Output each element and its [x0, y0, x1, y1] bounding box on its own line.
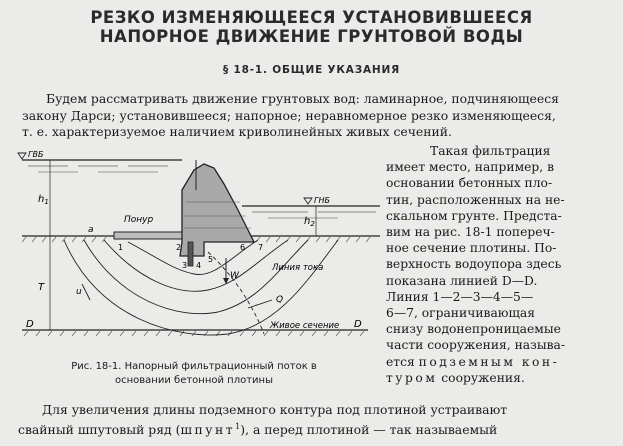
right-line: ное сечение плотины. По- — [386, 241, 557, 256]
chapter-title-line2: НАПОРНОЕ ДВИЖЕНИЕ ГРУНТОВОЙ ВОДЫ — [99, 27, 524, 46]
right-line: верхность водоупора здесь — [386, 257, 562, 272]
right-line: имеет место, например, в — [386, 160, 555, 175]
intro-paragraph — [22, 91, 612, 141]
right-line: ется подземным кон- — [386, 354, 560, 369]
label-n5: 5 — [208, 255, 214, 264]
label-h1: $h_1$ — [38, 194, 49, 206]
right-line: туром сооружения. — [386, 370, 525, 385]
label-n2: 2 — [176, 243, 182, 252]
label-d-right: D — [354, 319, 362, 330]
vector-u — [82, 284, 90, 300]
label-n4: 4 — [196, 261, 202, 270]
label-gnb: ГНБ — [314, 196, 330, 205]
right-line: показана линией D—D. — [386, 273, 538, 288]
figure-caption — [14, 360, 374, 388]
bottom-line: свайный шпутовый ряд (шпунт$^1$), а перед плотиной — так называемый — [18, 421, 498, 437]
label-liniya-toka: Линия тока — [272, 263, 324, 273]
label-w: W — [230, 271, 239, 281]
label-n1: 1 — [118, 243, 124, 252]
intro-line: Будем рассматривать движение грунтовых вод: ламинарное, подчиняющееся — [46, 91, 559, 106]
right-line: основании бетонных пло- — [386, 176, 553, 191]
section-heading: § 18-1. ОБЩИЕ УКАЗАНИЯ — [223, 64, 400, 76]
gvb-marker-icon — [18, 153, 26, 159]
gnb-marker-icon — [304, 198, 312, 204]
right-line: Такая фильтрация — [430, 144, 551, 158]
bottom-paragraph — [18, 402, 614, 438]
caption-line: Рис. 18-1. Напорный фильтрационный поток в — [71, 361, 317, 372]
vector-q — [248, 300, 272, 308]
right-line: вим на рис. 18-1 попереч- — [386, 225, 555, 240]
label-n6: 6 — [240, 243, 246, 252]
label-zhivoe: Живое сечение — [270, 321, 340, 331]
dam-figure — [8, 150, 382, 360]
right-line: тин, расположенных на не- — [386, 192, 565, 207]
label-q: Q — [276, 295, 284, 305]
label-u: u — [76, 287, 82, 297]
intro-line: т. е. характеризуемое наличием криволинейных живых сечений. — [22, 124, 452, 139]
label-t: T — [38, 282, 45, 293]
right-line: снизу водонепроницаемые — [386, 322, 561, 337]
label-n3: 3 — [182, 261, 188, 270]
right-column-text — [386, 143, 618, 386]
right-line: скальном грунте. Предста- — [386, 208, 562, 223]
label-n7: 7 — [258, 243, 264, 252]
right-line: Линия 1—2—3—4—5— — [386, 289, 534, 304]
chapter-title-line1: РЕЗКО ИЗМЕНЯЮЩЕЕСЯ УСТАНОВИВШЕЕСЯ — [90, 8, 533, 27]
sheet-pile — [188, 242, 193, 266]
right-line: 6—7, ограничивающая — [386, 306, 536, 321]
caption-line: основании бетонной плотины — [115, 375, 273, 386]
label-ponur: Понур — [124, 215, 154, 225]
label-gvb: ГВБ — [28, 150, 44, 159]
apron — [114, 232, 184, 239]
bottom-line: Для увеличения длины подземного контура под плотиной устраивают — [42, 402, 508, 417]
right-line: части сооружения, называ- — [386, 338, 566, 353]
label-d-left: D — [26, 319, 34, 330]
label-a: a — [88, 225, 94, 235]
intro-line: закону Дарси; установившееся; напорное; неравномерное резко изменяющееся, — [22, 107, 556, 123]
label-h2: $h_2$ — [304, 216, 315, 228]
